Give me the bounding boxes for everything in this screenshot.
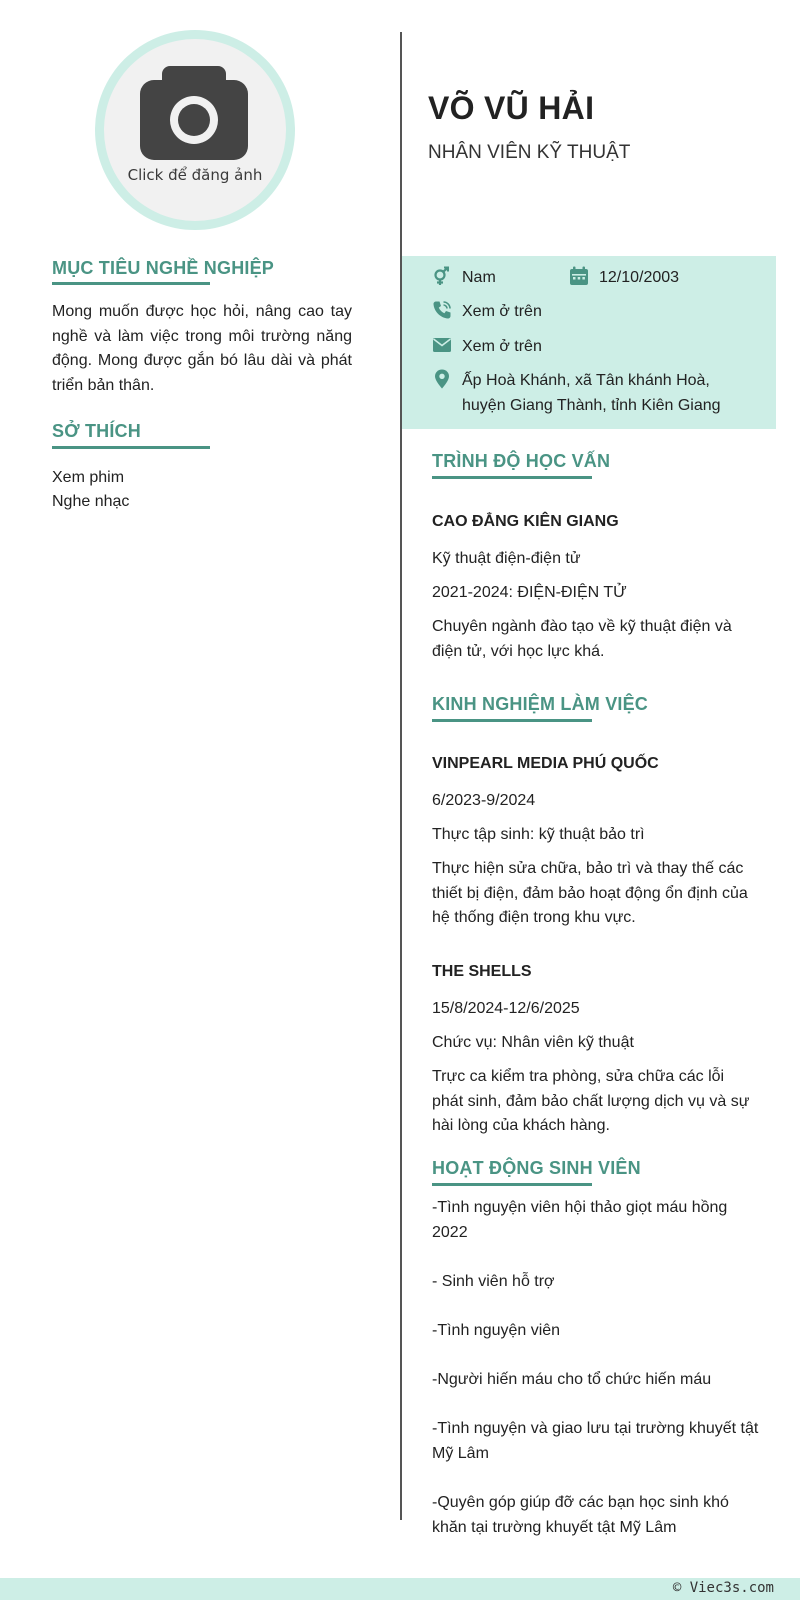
job-company: VINPEARL MEDIA PHÚ QUỐC	[432, 755, 659, 772]
objective-underline	[52, 282, 210, 285]
hobbies-underline	[52, 446, 210, 449]
location-icon	[432, 369, 452, 389]
activities-underline	[432, 1183, 592, 1186]
hobbies-title: SỞ THÍCH	[52, 421, 141, 441]
email-value: Xem ở trên	[462, 338, 542, 355]
activity-item: -Quyên góp giúp đỡ các bạn học sinh khó khăn tại trường khuyết tật Mỹ Lâm	[432, 1494, 729, 1536]
education-title: TRÌNH ĐỘ HỌC VẤN	[432, 451, 611, 471]
objective-text: Mong muốn được học hỏi, nâng cao tay nghề và làm việc trong môi trường năng động. Mong được gắn bó lâu dài và phát triển bản thân.	[52, 303, 352, 394]
activity-item: -Tình nguyện viên	[432, 1322, 561, 1339]
hobby-item: Xem phim	[52, 469, 125, 486]
address-line-1: Ấp Hoà Khánh, xã Tân khánh Hoà,	[462, 372, 710, 389]
calendar-icon	[569, 266, 589, 286]
objective-title: MỤC TIÊU NGHỀ NGHIỆP	[52, 258, 275, 278]
education-period: 2021-2024: ĐIỆN-ĐIỆN TỬ	[432, 584, 627, 601]
job-role: Thực tập sinh: kỹ thuật bảo trì	[432, 826, 645, 843]
gender-value: Nam	[462, 269, 496, 286]
candidate-position: NHÂN VIÊN KỸ THUẬT	[428, 142, 631, 163]
footer-credit[interactable]: © Viec3s.com	[672, 1580, 774, 1596]
job-period: 6/2023-9/2024	[432, 792, 536, 809]
experience-title: KINH NGHIỆM LÀM VIỆC	[432, 694, 649, 714]
education-major: Kỹ thuật điện-điện tử	[432, 550, 581, 567]
activity-item: -Người hiến máu cho tổ chức hiến máu	[432, 1371, 712, 1388]
activity-item: - Sinh viên hỗ trợ	[432, 1273, 555, 1290]
education-underline	[432, 476, 592, 479]
birthday-value: 12/10/2003	[599, 269, 680, 286]
avatar-upload-caption[interactable]: Click để đăng ảnh	[127, 166, 263, 184]
activity-item: -Tình nguyện và giao lưu tại trường khuyết tật Mỹ Lâm	[432, 1420, 759, 1462]
candidate-name: VÕ VŨ HẢI	[428, 90, 595, 126]
address-line-2: huyện Giang Thành, tỉnh Kiên Giang	[462, 397, 721, 414]
phone-value: Xem ở trên	[462, 303, 542, 320]
activities-title: HOẠT ĐỘNG SINH VIÊN	[432, 1158, 641, 1178]
job-role: Chức vụ: Nhân viên kỹ thuật	[432, 1034, 634, 1051]
activity-item: -Tình nguyện viên hội thảo giọt máu hồng 2022	[432, 1199, 728, 1241]
education-desc: Chuyên ngành đào tạo về kỹ thuật điện và điện tử, với học lực khá.	[432, 618, 732, 660]
camera-icon[interactable]	[140, 66, 248, 160]
job-period: 15/8/2024-12/6/2025	[432, 1000, 580, 1017]
hobby-item: Nghe nhạc	[52, 493, 130, 510]
job-company: THE SHELLS	[432, 963, 532, 980]
education-school: CAO ĐẲNG KIÊN GIANG	[432, 513, 619, 530]
gender-icon	[432, 266, 452, 286]
job-desc: Thực hiện sửa chữa, bảo trì và thay thế các thiết bị điện, đảm bảo hoạt động ổn định của hệ thống điện trong khu vực.	[432, 860, 748, 926]
experience-underline	[432, 719, 592, 722]
phone-icon	[432, 300, 452, 320]
job-desc: Trực ca kiểm tra phòng, sửa chữa các lỗi phát sinh, đảm bảo chất lượng dịch vụ và sự hài lòng của khách hàng.	[432, 1068, 750, 1134]
email-icon	[432, 335, 452, 355]
